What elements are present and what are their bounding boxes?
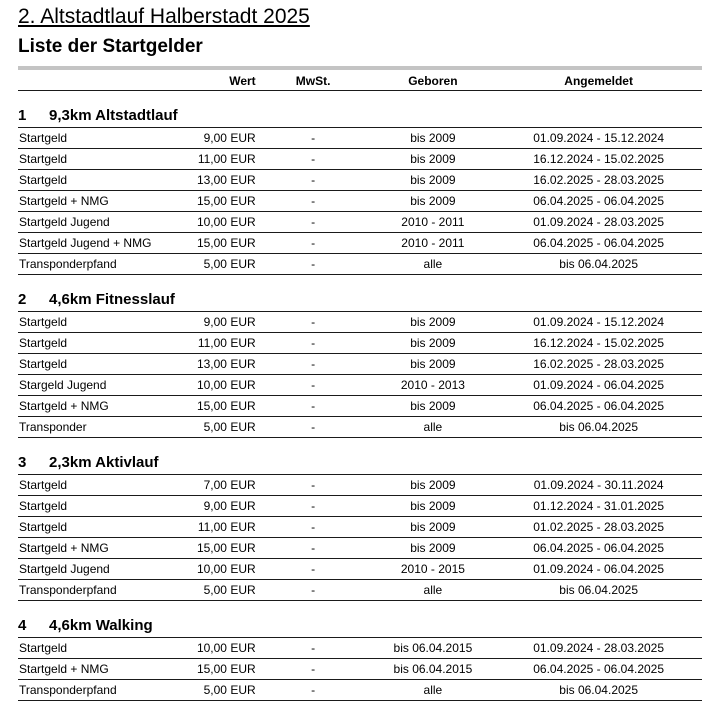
- table-row: [18, 333, 702, 354]
- cell-wert: 13,00 EUR: [196, 173, 256, 187]
- column-header-geboren: Geboren: [408, 74, 458, 88]
- table-row: [18, 254, 702, 275]
- cell-name: Startgeld: [19, 152, 68, 166]
- cell-mwst: -: [311, 683, 316, 697]
- cell-wert: 11,00 EUR: [197, 520, 256, 534]
- cell-wert: 15,00 EUR: [196, 541, 256, 555]
- section-heading: [18, 610, 702, 638]
- cell-wert: 5,00 EUR: [203, 683, 256, 697]
- cell-wert: 10,00 EUR: [196, 215, 256, 229]
- column-header-mwst: MwSt.: [295, 74, 331, 88]
- cell-name: Startgeld: [19, 336, 68, 350]
- table-row: [18, 396, 702, 417]
- cell-geboren: bis 2009: [410, 478, 456, 492]
- cell-angemeldet: 01.12.2024 - 31.01.2025: [533, 499, 665, 513]
- cell-angemeldet: 01.09.2024 - 06.04.2025: [533, 378, 665, 392]
- cell-angemeldet: 01.09.2024 - 28.03.2025: [533, 641, 665, 655]
- cell-angemeldet: bis 06.04.2025: [559, 420, 639, 434]
- event-title: 2. Altstadtlauf Halberstadt 2025: [18, 5, 310, 28]
- cell-mwst: -: [311, 520, 316, 534]
- cell-wert: 9,00 EUR: [203, 315, 256, 329]
- cell-angemeldet: bis 06.04.2025: [559, 257, 639, 271]
- section-number: 2: [18, 291, 27, 308]
- cell-angemeldet: 01.02.2025 - 28.03.2025: [533, 520, 665, 534]
- cell-wert: 5,00 EUR: [203, 420, 256, 434]
- cell-wert: 10,00 EUR: [196, 562, 256, 576]
- section-number: 3: [18, 454, 27, 471]
- table-row: [18, 417, 702, 438]
- cell-name: Startgeld + NMG: [19, 399, 109, 413]
- cell-mwst: -: [311, 315, 316, 329]
- list-title: Liste der Startgelder: [18, 36, 203, 57]
- table-row: [18, 191, 702, 212]
- cell-angemeldet: 06.04.2025 - 06.04.2025: [533, 541, 665, 555]
- top-divider: [18, 66, 702, 70]
- cell-angemeldet: 06.04.2025 - 06.04.2025: [533, 399, 665, 413]
- cell-angemeldet: 06.04.2025 - 06.04.2025: [533, 662, 665, 676]
- cell-mwst: -: [311, 499, 316, 513]
- section-heading: [18, 447, 702, 475]
- cell-angemeldet: 16.12.2024 - 15.02.2025: [533, 336, 665, 350]
- cell-angemeldet: 06.04.2025 - 06.04.2025: [533, 194, 665, 208]
- cell-geboren: alle: [423, 420, 443, 434]
- section-title: 4,6km Walking: [49, 617, 153, 634]
- cell-name: Startgeld + NMG: [19, 662, 109, 676]
- column-header-angemeldet: Angemeldet: [564, 74, 633, 88]
- cell-name: Startgeld: [19, 641, 68, 655]
- table-row: [18, 559, 702, 580]
- cell-mwst: -: [311, 215, 316, 229]
- table-row: [18, 375, 702, 396]
- cell-name: Transponderpfand: [19, 683, 117, 697]
- cell-wert: 13,00 EUR: [196, 357, 256, 371]
- column-header-row: [18, 72, 702, 91]
- cell-geboren: alle: [423, 583, 443, 597]
- table-row: [18, 212, 702, 233]
- cell-mwst: -: [311, 662, 316, 676]
- table-row: [18, 233, 702, 254]
- cell-name: Startgeld Jugend + NMG: [19, 236, 152, 250]
- cell-angemeldet: 16.12.2024 - 15.02.2025: [533, 152, 665, 166]
- cell-geboren: bis 2009: [410, 173, 456, 187]
- cell-angemeldet: 16.02.2025 - 28.03.2025: [533, 357, 665, 371]
- cell-wert: 15,00 EUR: [196, 236, 256, 250]
- cell-mwst: -: [311, 173, 316, 187]
- cell-name: Startgeld: [19, 131, 68, 145]
- cell-geboren: bis 2009: [410, 499, 456, 513]
- cell-name: Startgeld + NMG: [19, 194, 109, 208]
- cell-wert: 9,00 EUR: [203, 499, 256, 513]
- cell-geboren: bis 06.04.2015: [393, 641, 473, 655]
- cell-geboren: bis 2009: [410, 541, 456, 555]
- cell-geboren: bis 2009: [410, 131, 456, 145]
- cell-mwst: -: [311, 583, 316, 597]
- cell-mwst: -: [311, 257, 316, 271]
- cell-wert: 11,00 EUR: [197, 152, 256, 166]
- cell-geboren: 2010 - 2015: [400, 562, 465, 576]
- cell-angemeldet: 01.09.2024 - 28.03.2025: [533, 215, 665, 229]
- cell-name: Startgeld: [19, 173, 68, 187]
- cell-geboren: 2010 - 2013: [400, 378, 465, 392]
- cell-geboren: bis 2009: [410, 152, 456, 166]
- cell-name: Startgeld Jugend: [19, 562, 110, 576]
- cell-wert: 5,00 EUR: [203, 257, 256, 271]
- cell-mwst: -: [311, 194, 316, 208]
- table-row: [18, 517, 702, 538]
- table-row: [18, 170, 702, 191]
- cell-mwst: -: [311, 336, 316, 350]
- table-row: [18, 638, 702, 659]
- cell-wert: 15,00 EUR: [196, 662, 256, 676]
- cell-geboren: bis 2009: [410, 357, 456, 371]
- cell-geboren: 2010 - 2011: [401, 215, 465, 229]
- cell-mwst: -: [311, 562, 316, 576]
- cell-wert: 7,00 EUR: [203, 478, 256, 492]
- cell-geboren: 2010 - 2011: [401, 236, 465, 250]
- table-row: [18, 312, 702, 333]
- table-row: [18, 538, 702, 559]
- cell-mwst: -: [311, 357, 316, 371]
- cell-name: Transponder: [19, 420, 87, 434]
- cell-geboren: bis 2009: [410, 336, 456, 350]
- cell-geboren: bis 06.04.2015: [393, 662, 473, 676]
- cell-mwst: -: [311, 641, 316, 655]
- cell-angemeldet: 01.09.2024 - 15.12.2024: [533, 315, 665, 329]
- cell-wert: 11,00 EUR: [197, 336, 256, 350]
- cell-name: Startgeld + NMG: [19, 541, 109, 555]
- cell-angemeldet: bis 06.04.2025: [559, 683, 639, 697]
- document-page: [18, 5, 702, 701]
- section-number: 1: [18, 107, 27, 124]
- table-row: [18, 475, 702, 496]
- cell-name: Startgeld: [19, 478, 68, 492]
- cell-wert: 9,00 EUR: [203, 131, 256, 145]
- cell-geboren: alle: [423, 683, 443, 697]
- cell-geboren: bis 2009: [410, 315, 456, 329]
- cell-geboren: alle: [423, 257, 443, 271]
- cell-name: Startgeld Jugend: [19, 215, 110, 229]
- cell-wert: 15,00 EUR: [196, 194, 256, 208]
- table-row: [18, 659, 702, 680]
- table-row: [18, 496, 702, 517]
- cell-name: Transponderpfand: [19, 257, 117, 271]
- cell-geboren: bis 2009: [410, 520, 456, 534]
- cell-mwst: -: [311, 420, 316, 434]
- section-heading: [18, 100, 702, 128]
- cell-mwst: -: [311, 131, 316, 145]
- cell-mwst: -: [311, 152, 316, 166]
- cell-angemeldet: 01.09.2024 - 30.11.2024: [533, 478, 664, 492]
- cell-mwst: -: [311, 236, 316, 250]
- section-title: 9,3km Altstadtlauf: [49, 107, 178, 124]
- cell-name: Transponderpfand: [19, 583, 117, 597]
- cell-wert: 10,00 EUR: [196, 378, 256, 392]
- cell-mwst: -: [311, 399, 316, 413]
- section-title: 2,3km Aktivlauf: [49, 454, 159, 471]
- cell-mwst: -: [311, 478, 316, 492]
- cell-angemeldet: bis 06.04.2025: [559, 583, 639, 597]
- cell-wert: 5,00 EUR: [203, 583, 256, 597]
- column-header-wert: Wert: [229, 74, 256, 88]
- cell-mwst: -: [311, 378, 316, 392]
- cell-name: Startgeld: [19, 520, 68, 534]
- cell-angemeldet: 01.09.2024 - 06.04.2025: [533, 562, 665, 576]
- table-row: [18, 149, 702, 170]
- section-title: 4,6km Fitnesslauf: [49, 291, 175, 308]
- cell-geboren: bis 2009: [410, 399, 456, 413]
- table-row: [18, 580, 702, 601]
- cell-name: Stargeld Jugend: [19, 378, 107, 392]
- cell-angemeldet: 06.04.2025 - 06.04.2025: [533, 236, 665, 250]
- table-row: [18, 128, 702, 149]
- cell-angemeldet: 16.02.2025 - 28.03.2025: [533, 173, 665, 187]
- cell-mwst: -: [311, 541, 316, 555]
- section-heading: [18, 284, 702, 312]
- table-row: [18, 680, 702, 701]
- table-row: [18, 354, 702, 375]
- cell-name: Startgeld: [19, 357, 68, 371]
- section-number: 4: [18, 617, 27, 634]
- cell-wert: 10,00 EUR: [196, 641, 256, 655]
- cell-wert: 15,00 EUR: [196, 399, 256, 413]
- cell-name: Startgeld: [19, 315, 68, 329]
- cell-angemeldet: 01.09.2024 - 15.12.2024: [533, 131, 665, 145]
- cell-name: Startgeld: [19, 499, 68, 513]
- cell-geboren: bis 2009: [410, 194, 456, 208]
- sections-container: [18, 100, 702, 701]
